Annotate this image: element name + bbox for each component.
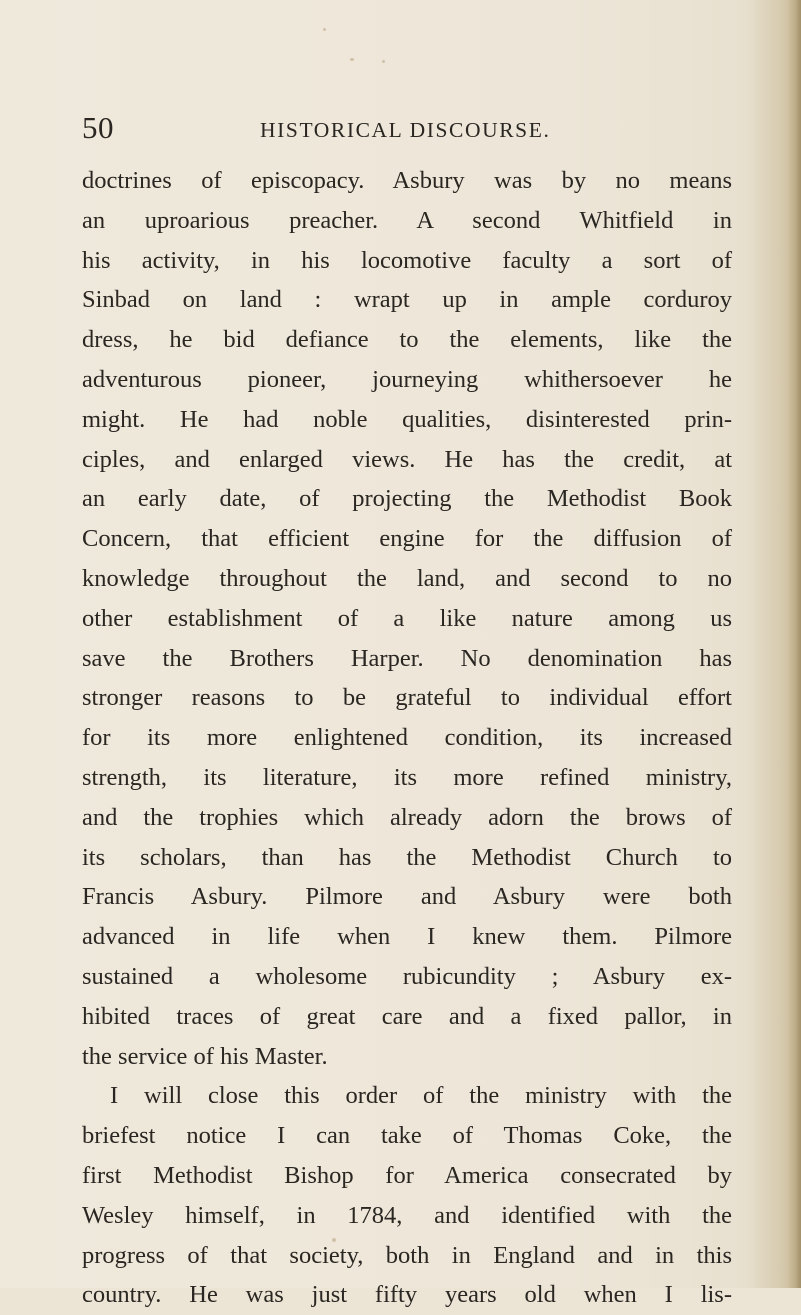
text-line: an uproarious preacher. A second Whitfield in — [82, 206, 732, 234]
text-line: knowledge throughout the land, and second to no — [82, 564, 732, 592]
paper-speck — [382, 60, 385, 63]
body-text — [82, 161, 732, 1315]
paper-speck — [350, 58, 354, 61]
text-line: briefest notice I can take of Thomas Coke, the — [82, 1122, 732, 1150]
text-line: dress, he bid defiance to the elements, like the — [82, 326, 732, 354]
text-line: advanced in life when I knew them. Pilmore — [82, 923, 732, 951]
text-line: save the Brothers Harper. No denomination has — [82, 644, 732, 672]
text-line: doctrines of episcopacy. Asbury was by no means — [82, 167, 732, 194]
page-number: 50 — [82, 110, 114, 145]
text-line: stronger reasons to be grateful to individual effort — [82, 684, 732, 712]
text-line: his activity, in his locomotive faculty a sort of — [82, 246, 732, 274]
text-line: an early date, of projecting the Methodist Book — [82, 485, 732, 513]
text-line: country. He was just fifty years old when I lis- — [82, 1281, 732, 1309]
text-line: ciples, and enlarged views. He has the credit, at — [82, 445, 732, 473]
text-line: Sinbad on land : wrapt up in ample corduroy — [82, 286, 732, 314]
page-header — [82, 108, 732, 148]
text-line: Concern, that efficient engine for the diffusion of — [82, 525, 732, 553]
text-line: for its more enlightened condition, its increased — [82, 724, 732, 752]
paper-speck — [323, 28, 326, 31]
text-line: adventurous pioneer, journeying whithersoever he — [82, 365, 732, 393]
text-line: and the trophies which already adorn the brows of — [82, 803, 732, 831]
page-edge-shadow — [787, 0, 801, 1288]
text-line: Francis Asbury. Pilmore and Asbury were both — [82, 883, 732, 911]
text-line: its scholars, than has the Methodist Church to — [82, 843, 732, 871]
text-line: sustained a wholesome rubicundity ; Asbury ex- — [82, 962, 732, 990]
text-line: strength, its literature, its more refined ministry, — [82, 763, 732, 791]
text-line: first Methodist Bishop for America consecrated by — [82, 1161, 732, 1189]
text-line: might. He had noble qualities, disinterested prin- — [82, 405, 732, 433]
running-head: HISTORICAL DISCOURSE. — [260, 118, 551, 142]
text-line: other establishment of a like nature among us — [82, 604, 732, 632]
paragraph-first-line: I will close this order of the ministry with the — [110, 1082, 732, 1110]
text-line: hibited traces of great care and a fixed pallor, in — [82, 1002, 732, 1030]
paragraph-end-line: the service of his Master. — [82, 1042, 328, 1070]
text-line: Wesley himself, in 1784, and identified with the — [82, 1201, 732, 1229]
text-line: progress of that society, both in England and in this — [82, 1241, 732, 1269]
